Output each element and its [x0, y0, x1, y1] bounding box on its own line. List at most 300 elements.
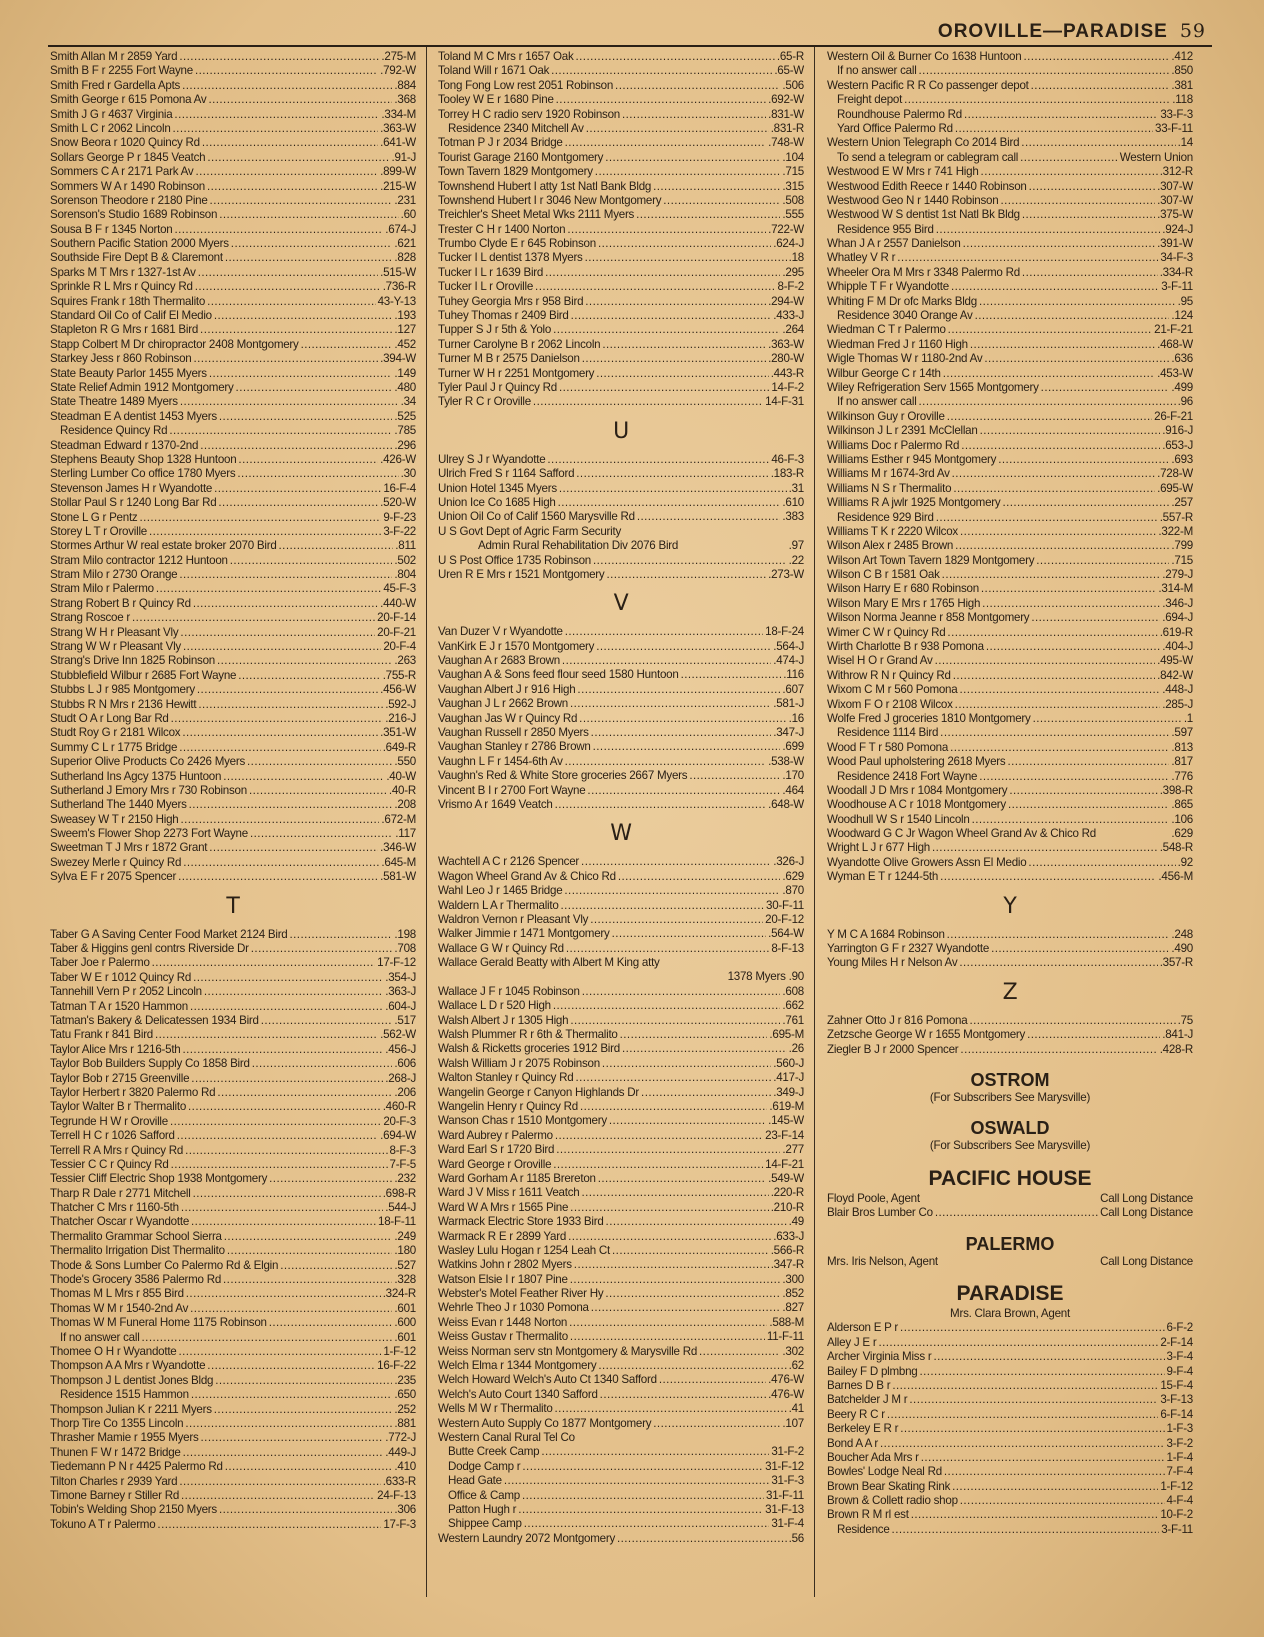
phone-number: .354-J: [385, 970, 416, 984]
listing-name: Woodall J D Mrs r 1084 Montgomery: [827, 783, 1008, 797]
listing-entry: [50, 1374, 416, 1388]
phone-number: .506: [782, 78, 804, 92]
listing-entry: [827, 669, 1193, 683]
dot-leader: [288, 928, 393, 942]
agent-line: [827, 1192, 1193, 1206]
phone-number: .1: [1183, 711, 1193, 725]
agent-note: Call Long Distance: [1100, 1191, 1193, 1205]
phone-number: .629: [1171, 827, 1193, 841]
listing-entry: [827, 180, 1193, 194]
dot-leader: [223, 1460, 393, 1474]
listing-entry: [438, 136, 804, 150]
listing-entry: [50, 827, 416, 841]
listing-entry: [438, 1532, 804, 1546]
listing-entry: [438, 1100, 804, 1114]
phone-number: .170: [782, 769, 804, 783]
listing-name: Yarrington G F r 2327 Wyandotte: [827, 942, 990, 956]
listing-entry: [50, 410, 416, 424]
listing-name: Western Union Telegraph Co 2014 Bird: [827, 136, 1020, 150]
listing-line: Western Canal Rural Tel Co: [438, 1430, 575, 1444]
listing-name: Williams Doc r Palermo Rd: [827, 438, 960, 452]
dot-leader: [181, 856, 379, 870]
listing-entry: [438, 165, 804, 179]
listing-name: Walker Jimmie r 1471 Montgomery: [438, 927, 610, 941]
listing-name: Smith George r 615 Pomona Av: [50, 93, 207, 107]
listing-name: Young Miles H r Nelson Av: [827, 956, 958, 970]
listing-name: Wallace J F r 1045 Robinson: [438, 984, 580, 998]
dot-leader: [520, 1460, 763, 1474]
listing-name: Stram Milo r 2730 Orange: [50, 568, 178, 582]
phone-number: 4-F-4: [1166, 1494, 1193, 1508]
listing-entry: [827, 1494, 1193, 1508]
phone-number: 26-F-21: [1154, 409, 1193, 423]
dot-leader: [193, 280, 381, 294]
listing-entry: [50, 1287, 416, 1301]
dot-leader: [563, 136, 767, 150]
listing-entry: [827, 582, 1193, 596]
listing-name: Wagon Wheel Grand Av & Chico Rd: [438, 869, 616, 883]
dot-leader: [551, 1158, 763, 1172]
listing-name: Sutherland J Emory Mrs r 730 Robinson: [50, 783, 247, 797]
listing-entry: [50, 554, 416, 568]
dot-leader: [168, 1115, 381, 1129]
listing-name: Wilson Art Town Tavern 1829 Montgomery: [827, 553, 1035, 567]
listing-entry: [438, 1503, 804, 1517]
phone-number: .538-W: [768, 754, 804, 768]
listing-entry: [50, 856, 416, 870]
listing-entry: [827, 453, 1193, 467]
dot-leader: [967, 1014, 1175, 1028]
phone-number: .476-W: [768, 1373, 804, 1387]
dot-leader: [167, 424, 392, 438]
listing-name: Sweetman T J Mrs r 1872 Grant: [50, 841, 208, 855]
dot-leader: [1021, 50, 1169, 64]
listing-entry: [438, 93, 804, 107]
phone-number: .608: [782, 984, 804, 998]
listing-name: Tegrunde H W r Oroville: [50, 1114, 168, 1128]
listing-name: Ward Aubrey r Palermo: [438, 1128, 553, 1142]
listing-name: Weiss Evan r 1448 Norton: [438, 1315, 568, 1329]
listing-name: Stollar Paul S r 1240 Long Bar Rd: [50, 496, 217, 510]
phone-number: 46-F-3: [771, 452, 804, 466]
phone-number: Western Union: [1119, 150, 1193, 164]
phone-number: 31-F-2: [771, 1445, 804, 1459]
listing-entry: [438, 1388, 804, 1402]
dot-leader: [651, 1417, 780, 1431]
listing-entry: [50, 309, 416, 323]
dot-leader: [222, 1230, 393, 1244]
section-letter: Y: [1003, 893, 1017, 919]
listing-name: Sterling Lumber Co office 1780 Myers: [50, 467, 236, 481]
dot-leader: [217, 1503, 392, 1517]
listing-entry: [50, 280, 416, 294]
phone-number: 24-F-13: [377, 1488, 416, 1502]
listing-name: Studt Roy G r 2181 Wilcox: [50, 726, 181, 740]
phone-number: .96: [1177, 395, 1193, 409]
dot-leader: [945, 410, 1152, 424]
phone-number: .398-R: [1159, 783, 1193, 797]
phone-number: .363-J: [385, 985, 416, 999]
dot-leader: [940, 568, 1161, 582]
listing-entry: [50, 1446, 416, 1460]
listing-entry: [438, 251, 804, 265]
listing-entry: [438, 223, 804, 237]
listing-entry: [50, 1244, 416, 1258]
listing-name: Williams M r 1674-3rd Av: [827, 467, 950, 481]
phone-number: .508: [782, 193, 804, 207]
phone-number: .426-W: [380, 452, 416, 466]
listing-name: Bowles' Lodge Neal Rd: [827, 1465, 942, 1479]
listing-entry: [50, 626, 416, 640]
dot-leader: [278, 1259, 392, 1273]
phone-number: .295: [782, 265, 804, 279]
listing-entry: [827, 295, 1193, 309]
listing-entry: [50, 1086, 416, 1100]
phone-number: 11-F-11: [766, 1330, 804, 1344]
listing-entry: [827, 813, 1193, 827]
listing-name: Wood F T r 580 Pomona: [827, 740, 949, 754]
listing-name: Torrey H C radio serv 1920 Robinson: [438, 107, 620, 121]
dot-leader: [1018, 151, 1118, 165]
dot-leader: [173, 223, 384, 237]
listing-entry: [827, 1523, 1193, 1537]
phone-number: .653-J: [1162, 438, 1193, 452]
phone-number: .249: [394, 1229, 416, 1243]
dot-leader: [697, 1345, 780, 1359]
dot-leader: [984, 640, 1160, 654]
dot-leader: [895, 251, 1158, 265]
listing-entry: [438, 985, 804, 999]
phone-number: 16-F-22: [377, 1359, 416, 1373]
listing-name: Taber & Higgins genl contrs Riverside Dr: [50, 942, 249, 956]
dot-leader: [661, 194, 780, 208]
listing-name: Taylor Bob Builders Supply Co 1858 Bird: [50, 1057, 250, 1071]
listing-entry: [438, 668, 804, 682]
listing-entry: [438, 1230, 804, 1244]
listing-name: Wood Paul upholstering 2618 Myers: [827, 755, 1006, 769]
listing-entry: [827, 1028, 1193, 1042]
section-letter: U: [613, 418, 629, 444]
dot-leader: [181, 1043, 384, 1057]
dot-leader: [193, 64, 378, 78]
listing-name: Westwood E W Mrs r 741 High: [827, 165, 979, 179]
phone-number: .695-M: [769, 1028, 804, 1042]
listing-name: Thatcher Oscar r Wyandotte: [50, 1215, 190, 1229]
dot-leader: [196, 266, 378, 280]
place-heading: OSTROM: [970, 1070, 1050, 1090]
dot-leader: [958, 525, 1156, 539]
dot-leader: [549, 64, 772, 78]
listing-entry: [50, 683, 416, 697]
phone-number: 3-F-11: [1161, 1522, 1193, 1536]
listing-entry: [438, 352, 804, 366]
dot-leader: [600, 338, 766, 352]
dot-leader: [603, 1287, 780, 1301]
listing-entry: [438, 1287, 804, 1301]
listing-entry: [50, 1014, 416, 1028]
listing-entry: [827, 251, 1193, 265]
phone-number: 17-F-3: [383, 1517, 416, 1531]
dot-leader: [938, 726, 1169, 740]
listing-name: Wilbur George C r 14th: [827, 366, 941, 380]
listing-entry: [438, 1445, 804, 1459]
listing-name: Sweasey W T r 2150 High: [50, 812, 179, 826]
listing-entry: [827, 1437, 1193, 1451]
listing-name: If no answer call: [837, 64, 917, 78]
listing-entry: [438, 1186, 804, 1200]
listing-name: Sommers W A r 1490 Robinson: [50, 179, 205, 193]
listing-name: Tessier Cliff Electric Shop 1938 Montgomery: [50, 1172, 268, 1186]
phone-number: .460-R: [382, 1100, 416, 1114]
dot-leader: [234, 381, 393, 395]
dot-leader: [589, 1301, 781, 1315]
phone-number: .831-R: [770, 121, 804, 135]
listing-entry: [50, 640, 416, 654]
listing-name: Beery R C r: [827, 1407, 885, 1421]
listing-name: Watson Elsie I r 1807 Pine: [438, 1272, 568, 1286]
phone-number: 1-F-12: [1160, 1479, 1193, 1493]
listing-name: Smith J G r 4637 Virginia: [50, 107, 173, 121]
listing-entry: [827, 1480, 1193, 1494]
listing-name: Webster's Motel Feather River Hy: [438, 1287, 604, 1301]
dot-leader: [890, 1379, 1158, 1393]
phone-number: .381: [1171, 78, 1193, 92]
phone-number: 2-F-14: [1160, 1335, 1193, 1349]
listing-name: Ward Earl S r 1720 Bird: [438, 1143, 555, 1157]
phone-number: .300: [782, 1272, 804, 1286]
phone-number: .280-W: [768, 352, 804, 366]
dot-leader: [574, 467, 768, 481]
listing-entry: [827, 1408, 1193, 1422]
phone-number: .827: [782, 1301, 804, 1315]
listing-name: Thode & Sons Lumber Co Palermo Rd & Elgin: [50, 1258, 279, 1272]
phone-number: .92: [1177, 855, 1193, 869]
dot-leader: [573, 1071, 771, 1085]
dot-leader: [557, 482, 787, 496]
listing-name: Sutherland The 1440 Myers: [50, 798, 187, 812]
phone-number: .581-W: [380, 870, 416, 884]
phone-number: .785: [394, 424, 416, 438]
phone-number: .30: [400, 467, 416, 481]
phone-number: .315: [782, 179, 804, 193]
listing-name: Thatcher C Mrs r 1160-5th: [50, 1201, 179, 1215]
listing-name: Ulrey S J r Wyandotte: [438, 452, 546, 466]
listing-entry: [50, 453, 416, 467]
phone-number: .302: [782, 1344, 804, 1358]
dot-leader: [175, 1129, 378, 1143]
phone-number: .641-W: [380, 136, 416, 150]
dot-leader: [1026, 856, 1175, 870]
listing-entry: [827, 50, 1193, 64]
listing-name: Wasley Lulu Hogan r 1254 Leah Ct: [438, 1243, 611, 1257]
listing-name: Freight depot: [837, 93, 903, 107]
listing-name: Standard Oil Co of Calif El Medio: [50, 309, 212, 323]
listing-entry: [827, 482, 1193, 496]
phone-number: .562-W: [380, 1028, 416, 1042]
phone-number: 20-F-21: [377, 625, 416, 639]
dot-leader: [179, 1201, 383, 1215]
listing-entry: [827, 122, 1193, 136]
listing-entry: [50, 50, 416, 64]
phone-number: .604-J: [385, 999, 416, 1013]
listing-entry: [50, 1359, 416, 1373]
listing-entry: [827, 496, 1193, 510]
dot-leader: [934, 511, 1158, 525]
listing-entry: [827, 424, 1193, 438]
dot-leader: [917, 1365, 1164, 1379]
listing-entry: [438, 554, 804, 568]
listing-name: Tong Fong Low rest 2051 Robinson: [438, 78, 614, 92]
listing-entry: [438, 1014, 804, 1028]
listing-name: Vaughan A r 2683 Brown: [438, 654, 560, 668]
section-letter: Z: [1002, 979, 1018, 1005]
listing-entry: [438, 1460, 804, 1474]
phone-number: .520-W: [380, 496, 416, 510]
agent-name: Floyd Poole, Agent: [827, 1191, 920, 1205]
phone-number: .648-W: [768, 797, 804, 811]
listing-line: Wallace Gerald Beatty with Albert M King atty: [438, 956, 660, 970]
listing-name: Thompson Julian K r 2211 Myers: [50, 1402, 212, 1416]
dot-leader: [177, 741, 380, 755]
listing-name: Woodhull W S r 1540 Lincoln: [827, 812, 970, 826]
listing-name: Waldron Vernon r Pleasant Vly: [438, 912, 589, 926]
listing-entry: [438, 122, 804, 136]
listing-continuation: 1378 Myers .90: [727, 970, 804, 984]
phone-number: .619-M: [769, 1100, 804, 1113]
listing-entry: [50, 223, 416, 237]
dot-leader: [155, 1518, 381, 1532]
listing-name: Taber Joe r Palermo: [50, 956, 150, 970]
listing-entry: [50, 1028, 416, 1042]
listing-name: Sweem's Flower Shop 2273 Fort Wayne: [50, 827, 248, 841]
listing-entry: [50, 122, 416, 136]
listing-name: Weiss Norman serv stn Montgomery & Marysville Rd: [438, 1344, 698, 1358]
phone-number: .22: [788, 553, 804, 567]
listing-name: Tobin's Welding Shop 2150 Myers: [50, 1503, 217, 1517]
listing-entry: [827, 525, 1193, 539]
dot-leader: [565, 223, 766, 237]
listing-name: Welch Elma r 1344 Montgomery: [438, 1359, 597, 1373]
agent-name: Mrs. Iris Nelson, Agent: [827, 1254, 938, 1268]
agent-note: Call Long Distance: [1100, 1254, 1193, 1268]
dot-leader: [1029, 611, 1160, 625]
dot-leader: [575, 683, 780, 697]
phone-number: .326-J: [773, 855, 804, 869]
listing-entry: [827, 1043, 1193, 1057]
dot-leader: [213, 1374, 392, 1388]
dot-leader: [958, 1494, 1165, 1508]
dot-leader: [191, 597, 378, 611]
dot-leader: [188, 1302, 392, 1316]
phone-number: .916-J: [1162, 424, 1193, 438]
listing-name: Sutherland Ins Agcy 1375 Huntoon: [50, 769, 222, 783]
phone-number: 20-F-14: [377, 611, 416, 625]
listing-entry: [438, 1359, 804, 1373]
listing-name: Archer Virginia Miss r: [827, 1350, 932, 1364]
listing-name: Tiedemann P N r 4425 Palermo Rd: [50, 1460, 223, 1474]
listing-name: Whiting F M Dr ofc Marks Bldg: [827, 294, 977, 308]
dot-leader: [961, 237, 1156, 251]
listing-entry: [827, 942, 1193, 956]
phone-number: 20-F-3: [383, 1114, 416, 1128]
listing-entry: [827, 568, 1193, 582]
listing-entry: [438, 309, 804, 323]
listing-name: Wahl Leo J r 1465 Bridge: [438, 884, 563, 898]
listing-name: Tooley W E r 1680 Pine: [438, 93, 554, 107]
listing-entry: [827, 712, 1193, 726]
listing-name: Welch Howard Welch's Auto Ct 1340 Safford: [438, 1373, 657, 1387]
listing-entry: [438, 1330, 804, 1344]
listing-entry: [827, 956, 1193, 970]
phone-number: .383: [782, 510, 804, 524]
listing-entry: [438, 625, 804, 639]
phone-number: .363-W: [768, 337, 804, 351]
dot-leader: [1005, 755, 1169, 769]
phone-number: 30-F-11: [766, 898, 804, 912]
listing-name: Vaughan Stanley r 2786 Brown: [438, 740, 591, 754]
phone-number: .180: [394, 1244, 416, 1258]
dot-leader: [568, 1014, 780, 1028]
directory-column-2: [438, 50, 804, 1546]
phone-number: .456-J: [385, 1042, 416, 1056]
listing-entry: [438, 280, 804, 294]
listing-entry: [50, 726, 416, 740]
dot-leader: [559, 899, 765, 913]
listing-entry: [827, 108, 1193, 122]
phone-number: .566-R: [770, 1243, 804, 1257]
listing-entry: [827, 741, 1193, 755]
listing-entry: [438, 1373, 804, 1387]
phone-number: 33-F-11: [1155, 121, 1193, 135]
listing-name: To send a telegram or cablegram call: [837, 150, 1019, 164]
dot-leader: [205, 151, 389, 165]
dot-leader: [551, 323, 780, 337]
dot-leader: [933, 654, 1156, 668]
listing-entry: [50, 93, 416, 107]
dot-leader: [616, 870, 781, 884]
listing-name: State Relief Admin 1912 Montgomery: [50, 380, 234, 394]
listing-entry: [50, 1230, 416, 1244]
listing-entry: [438, 539, 804, 553]
listing-name: Tupper S J r 5th & Yolo: [438, 323, 552, 337]
dot-leader: [169, 1158, 388, 1172]
dot-leader: [267, 1172, 392, 1186]
listing-name: Wisel H O r Grand Av: [827, 654, 933, 668]
phone-number: 10-F-2: [1160, 1508, 1193, 1522]
listing-entry: [438, 1258, 804, 1272]
listing-name: Wallace L D r 520 High: [438, 999, 551, 1013]
phone-number: .391-W: [1157, 237, 1193, 251]
listing-entry: [50, 712, 416, 726]
listing-entry: [50, 338, 416, 352]
phone-number: .324-R: [382, 1287, 416, 1301]
phone-number: .97: [788, 539, 804, 553]
listing-entry: [50, 208, 416, 222]
listing-entry: [827, 870, 1193, 884]
phone-number: .698-R: [382, 1186, 416, 1200]
listing-entry: [827, 770, 1193, 784]
listing-entry: [50, 813, 416, 827]
phone-number: .607: [782, 682, 804, 696]
listing-name: Wixom C M r 560 Pomona: [827, 683, 958, 697]
phone-number: .852: [782, 1287, 804, 1301]
phone-number: .368: [394, 93, 416, 107]
dot-leader: [130, 611, 375, 625]
phone-number: .761: [782, 1013, 804, 1027]
dot-leader: [543, 266, 780, 280]
listing-name: VanKirk E J r 1570 Montgomery: [438, 639, 595, 653]
dot-leader: [578, 1100, 767, 1114]
